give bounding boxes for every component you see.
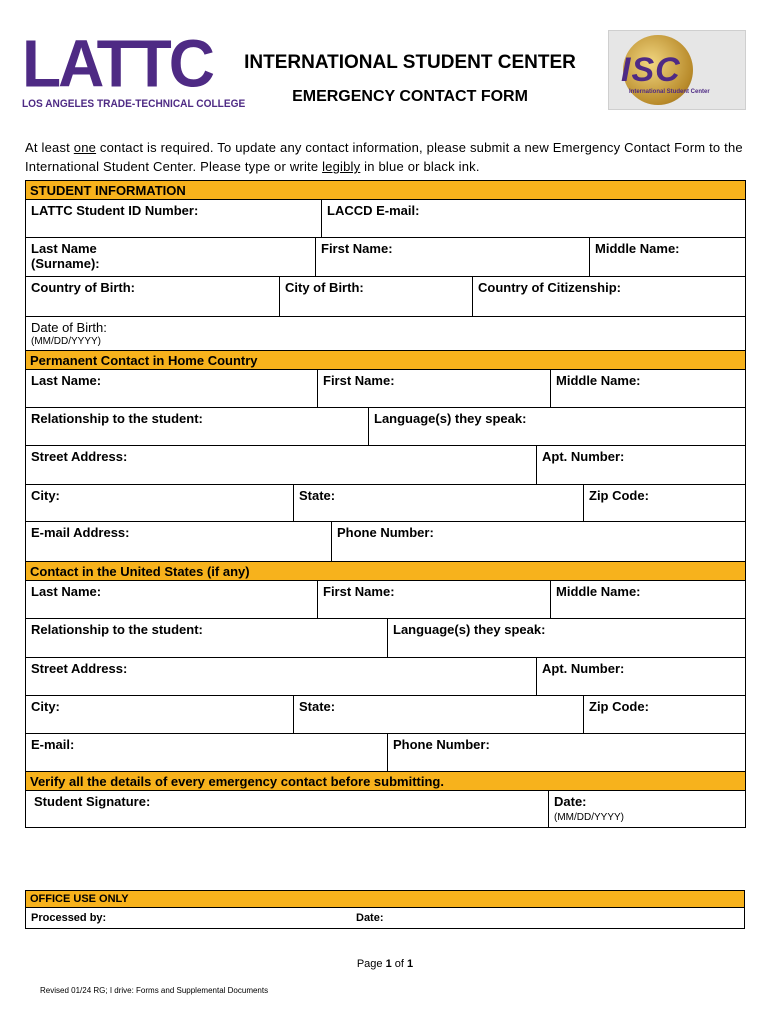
field-label: City: (31, 699, 60, 714)
field-label: LACCD E-mail: (327, 203, 420, 218)
instructions-text: At least (25, 140, 74, 155)
instructions-emphasis-legibly: legibly (322, 159, 361, 174)
instructions (25, 138, 755, 176)
field-label: First Name: (323, 584, 395, 599)
field-label: Middle Name: (595, 241, 680, 256)
isc-logo-text: ISC (621, 51, 681, 89)
field-label: Country of Citizenship: (478, 280, 621, 295)
field-label: First Name: (321, 241, 393, 256)
field-label: First Name: (323, 373, 395, 388)
field-label: Apt. Number: (542, 449, 625, 464)
home-apt-number-field[interactable] (537, 446, 745, 484)
field-label: Processed by: (31, 912, 107, 924)
field-label: E-mail: (31, 737, 75, 752)
section-header-student: STUDENT INFORMATION (26, 181, 745, 200)
date-format-hint: (MM/DD/YYYY) (31, 336, 101, 347)
page-number-current: 1 (385, 958, 392, 970)
us-apt-number-field[interactable] (537, 658, 745, 695)
student-id-field[interactable] (26, 200, 322, 237)
us-email-field[interactable] (26, 734, 388, 771)
field-label: LATTC Student ID Number: (31, 203, 199, 218)
signature-date-field[interactable] (549, 791, 745, 827)
page-number-total: 1 (407, 958, 414, 970)
office-date-field[interactable] (351, 908, 744, 928)
field-label: Relationship to the student: (31, 622, 203, 637)
lattc-logo-subtext: LOS ANGELES TRADE-TECHNICAL COLLEGE (22, 98, 246, 110)
us-city-field[interactable] (26, 696, 294, 733)
home-phone-field[interactable] (332, 522, 745, 561)
us-last-name-field[interactable] (26, 581, 318, 618)
isc-logo (608, 30, 746, 110)
laccd-email-field[interactable] (322, 200, 745, 237)
instructions-emphasis-one: one (73, 140, 97, 155)
us-languages-field[interactable] (388, 619, 745, 657)
field-label: City: (31, 488, 60, 503)
field-label: Middle Name: (556, 584, 641, 599)
city-of-birth-field[interactable] (280, 277, 473, 316)
field-label: Language(s) they speak: (393, 622, 546, 637)
field-label: Phone Number: (337, 525, 434, 540)
date-format-hint: (MM/DD/YYYY) (554, 812, 624, 823)
field-label: Date: (554, 794, 587, 809)
student-signature-field[interactable] (26, 791, 549, 827)
field-label: Street Address: (31, 449, 128, 464)
field-label: City of Birth: (285, 280, 364, 295)
us-phone-field[interactable] (388, 734, 745, 771)
instructions-text: in blue or black ink. (360, 159, 480, 174)
header-titles (215, 52, 605, 106)
field-label: State: (299, 488, 336, 503)
field-label: Relationship to the student: (31, 411, 203, 426)
page-number-text: Page (356, 958, 386, 970)
home-first-name-field[interactable] (318, 370, 551, 407)
page-subtitle: EMERGENCY CONTACT FORM (292, 88, 528, 105)
processed-by-field[interactable] (26, 908, 351, 928)
field-label: E-mail Address: (31, 525, 130, 540)
country-of-birth-field[interactable] (26, 277, 280, 316)
office-use-box (25, 890, 745, 929)
field-label: Last Name (31, 241, 97, 256)
home-street-address-field[interactable] (26, 446, 537, 484)
section-header-home-contact: Permanent Contact in Home Country (26, 351, 745, 370)
us-state-field[interactable] (294, 696, 584, 733)
field-label: Apt. Number: (542, 661, 625, 676)
field-label: (Surname): (31, 256, 100, 271)
field-label: Last Name: (31, 373, 102, 388)
field-label: Phone Number: (393, 737, 490, 752)
section-header-office: OFFICE USE ONLY (26, 891, 744, 908)
us-street-address-field[interactable] (26, 658, 537, 695)
lattc-logo (22, 25, 246, 112)
page-title: INTERNATIONAL STUDENT CENTER (244, 52, 576, 73)
home-relationship-field[interactable] (26, 408, 369, 445)
field-label: Student Signature: (34, 794, 151, 809)
us-first-name-field[interactable] (318, 581, 551, 618)
home-middle-name-field[interactable] (551, 370, 745, 407)
field-label: Date: (356, 912, 384, 924)
field-label: Language(s) they speak: (374, 411, 527, 426)
home-city-field[interactable] (26, 485, 294, 521)
student-first-name-field[interactable] (316, 238, 590, 276)
field-label: Zip Code: (589, 699, 649, 714)
date-of-birth-field[interactable] (26, 317, 745, 350)
field-label: State: (299, 699, 336, 714)
student-last-name-field[interactable] (26, 238, 316, 276)
student-middle-name-field[interactable] (590, 238, 745, 276)
home-state-field[interactable] (294, 485, 584, 521)
home-languages-field[interactable] (369, 408, 745, 445)
page-number (0, 958, 770, 970)
field-label: Date of Birth: (31, 320, 107, 335)
us-relationship-field[interactable] (26, 619, 388, 657)
home-last-name-field[interactable] (26, 370, 318, 407)
lattc-logo-text: LATTC (22, 25, 212, 102)
revision-note: Revised 01/24 RG; I drive: Forms and Supplemental Documents (40, 986, 269, 995)
section-header-verify: Verify all the details of every emergency contact before submitting. (26, 772, 745, 791)
field-label: Middle Name: (556, 373, 641, 388)
home-zip-code-field[interactable] (584, 485, 745, 521)
country-of-citizenship-field[interactable] (473, 277, 745, 316)
home-email-field[interactable] (26, 522, 332, 561)
emergency-contact-form (25, 180, 746, 828)
field-label: Zip Code: (589, 488, 649, 503)
isc-logo-subtext: International Student Center (629, 89, 710, 95)
field-label: Last Name: (31, 584, 102, 599)
instructions-text: contact is required. To update any contact information, please submit a new Emergency Contact Form to the International Student Center. Please type or write (25, 140, 743, 174)
us-middle-name-field[interactable] (551, 581, 745, 618)
field-label: Street Address: (31, 661, 128, 676)
us-zip-code-field[interactable] (584, 696, 745, 733)
field-label: Country of Birth: (31, 280, 135, 295)
section-header-us-contact: Contact in the United States (if any) (26, 562, 745, 581)
page-number-text: of (391, 958, 408, 970)
